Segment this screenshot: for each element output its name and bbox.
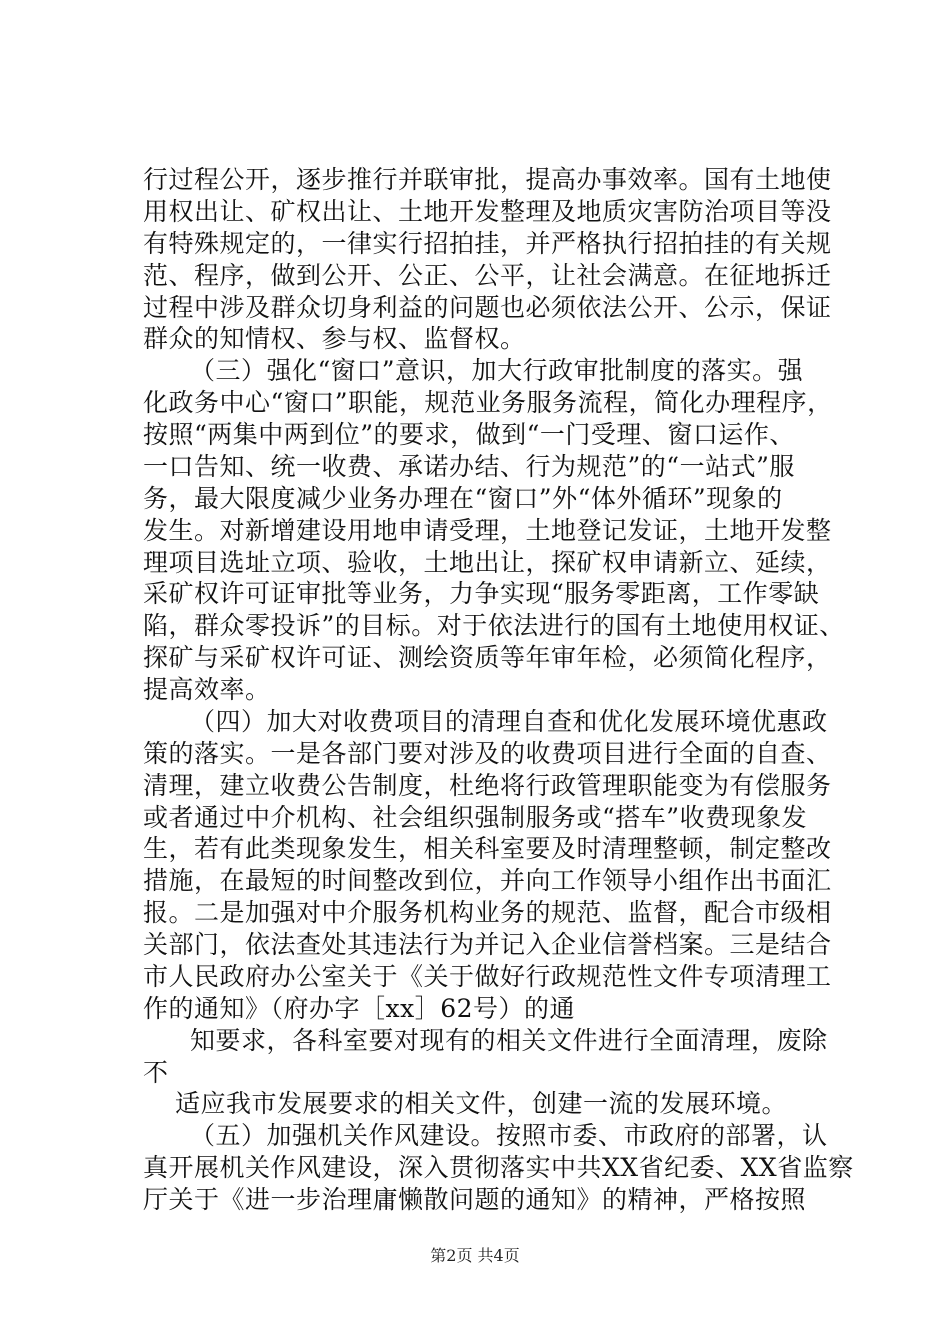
body-text-line: 探矿与采矿权许可证、测绘资质等年审年检，必须简化程序， [143, 643, 832, 672]
body-text-line: 过程中涉及群众切身利益的问题也必须依法公开、公示，保证 [143, 293, 832, 322]
body-text-line: 提高效率。 [143, 675, 271, 704]
section-heading-line: （五）加强机关作风建设。按照市委、市政府的部署，认 [190, 1121, 828, 1150]
body-text-line: 有特殊规定的，一律实行招拍挂，并严格执行招拍挂的有关规 [143, 229, 832, 258]
body-text-line: 范、程序，做到公开、公正、公平，让社会满意。在征地拆迁 [143, 261, 832, 290]
body-text-line: 务，最大限度减少业务办理在“窗口”外“体外循环”现象的 [143, 484, 783, 513]
body-text-line: 作的通知》（府办字［xx］62号）的通 [143, 994, 576, 1023]
body-text-line: 发生。对新增建设用地申请受理，土地登记发证，土地开发整 [143, 516, 832, 545]
body-text-line: 一口告知、统一收费、承诺办结、行为规范”的“一站式”服 [143, 452, 795, 481]
body-text-line: 用权出让、矿权出让、土地开发整理及地质灾害防治项目等没 [143, 197, 832, 226]
body-text-line: 按照“两集中两到位”的要求，做到“一门受理、窗口运作、 [143, 420, 795, 449]
page-number-footer: 第2页 共4页 [430, 1246, 520, 1265]
body-text-line: 市人民政府办公室关于《关于做好行政规范性文件专项清理工 [143, 962, 832, 991]
body-text-line: 真开展机关作风建设，深入贯彻落实中共XX省纪委、XX省监察 [143, 1153, 854, 1182]
section-heading-line: （三）强化“窗口”意识，加大行政审批制度的落实。强 [190, 356, 804, 385]
body-text-line: 陷，群众零投诉”的目标。对于依法进行的国有土地使用权证、 [143, 611, 845, 640]
body-text-line: 生，若有此类现象发生，相关科室要及时清理整顿，制定整改 [143, 834, 832, 863]
body-text-line: 适应我市发展要求的相关文件，创建一流的发展环境。 [175, 1089, 788, 1118]
body-text-line: 或者通过中介机构、社会组织强制服务或“搭车”收费现象发 [143, 803, 808, 832]
body-text-line: 关部门，依法查处其违法行为并记入企业信誉档案。三是结合 [143, 930, 832, 959]
body-text-line: 清理，建立收费公告制度，杜绝将行政管理职能变为有偿服务 [143, 771, 832, 800]
body-text-line: 措施，在最短的时间整改到位，并向工作领导小组作出书面汇 [143, 866, 832, 895]
section-heading-line: （四）加大对收费项目的清理自查和优化发展环境优惠政 [190, 707, 828, 736]
body-text-line: 厅关于《进一步治理庸懒散问题的通知》的精神，严格按照 [143, 1185, 807, 1214]
body-text-line: 采矿权许可证审批等业务，力争实现“服务零距离，工作零缺 [143, 579, 820, 608]
body-text-line: 报。二是加强对中介服务机构业务的规范、监督，配合市级相 [143, 898, 832, 927]
body-text-line: 群众的知情权、参与权、监督权。 [143, 324, 526, 353]
body-text-line: 行过程公开，逐步推行并联审批，提高办事效率。国有土地使 [143, 165, 832, 194]
body-text-line: 策的落实。一是各部门要对涉及的收费项目进行全面的自查、 [143, 739, 832, 768]
body-text-line: 知要求，各科室要对现有的相关文件进行全面清理，废除 [190, 1026, 828, 1055]
body-text-line: 不 [143, 1058, 169, 1087]
body-text-line: 化政务中心“窗口”职能，规范业务服务流程，简化办理程序， [143, 388, 833, 417]
body-text-line: 理项目选址立项、验收，土地出让，探矿权申请新立、延续， [143, 548, 832, 577]
